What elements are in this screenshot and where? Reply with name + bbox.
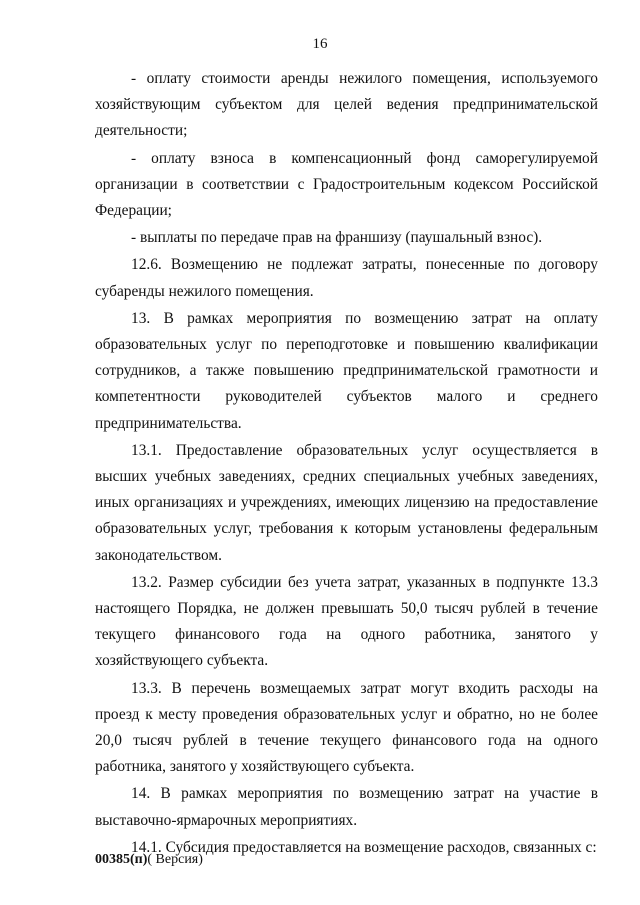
paragraph-14: 14. В рамках мероприятия по возмещению затрат на участие в выставочно-ярмарочных мероприятиях. [95,785,598,829]
paragraph-14-1: 14.1. Субсидия предоставляется на возмещение расходов, связанных с: [131,838,597,856]
paragraph-rent-payment: - оплату стоимости аренды нежилого помещения, используемого хозяйствующим субъектом для целей ведения предпринимательской деятельности; [95,70,598,140]
paragraph-12-6: 12.6. Возмещению не подлежат затраты, понесенные по договору субаренды нежилого помещения. [95,256,598,300]
paragraph-13-1: 13.1. Предоставление образовательных услуг осуществляется в высших учебных заведениях, средних специальных учебных заведениях, иных организациях и учреждениях, имеющих лицензию на предоставление образовательных услуг, требования к которым установлены федеральным законодательством. [95,441,598,564]
paragraph-13: 13. В рамках мероприятия по возмещению затрат на оплату образовательных услуг по переподготовке и повышению квалификации сотрудников, а также повышению предпринимательской грамотности и компетентности руководителей субъектов малого и среднего предпринимательства. [95,309,598,432]
paragraph-franchise: - выплаты по передаче прав на франшизу (паушальный взнос). [131,229,543,247]
document-version: ( Версия) [147,852,203,867]
document-body [95,66,598,861]
paragraph-13-3: 13.3. В перечень возмещаемых затрат могут входить расходы на проезд к месту проведения образовательных услуг и обратно, но не более 20,0 тысяч рублей в течение текущего финансового года на одного работника, занятого у хозяйствующего субъекта. [95,679,598,776]
paragraph-13-2: 13.2. Размер субсидии без учета затрат, указанных в подпункте 13.3 настоящего Порядка, не должен превышать 50,0 тысяч рублей в течение текущего финансового года на одного работника, занятого у хозяйствующего субъекта. [95,573,598,670]
page-number: 16 [312,36,328,52]
document-footer [95,852,203,868]
document-code: 00385(п) [95,852,148,867]
paragraph-compensation-fund: - оплату взноса в компенсационный фонд саморегулируемой организации в соответствии с Градостроительным кодексом Российской Федерации; [95,149,598,220]
